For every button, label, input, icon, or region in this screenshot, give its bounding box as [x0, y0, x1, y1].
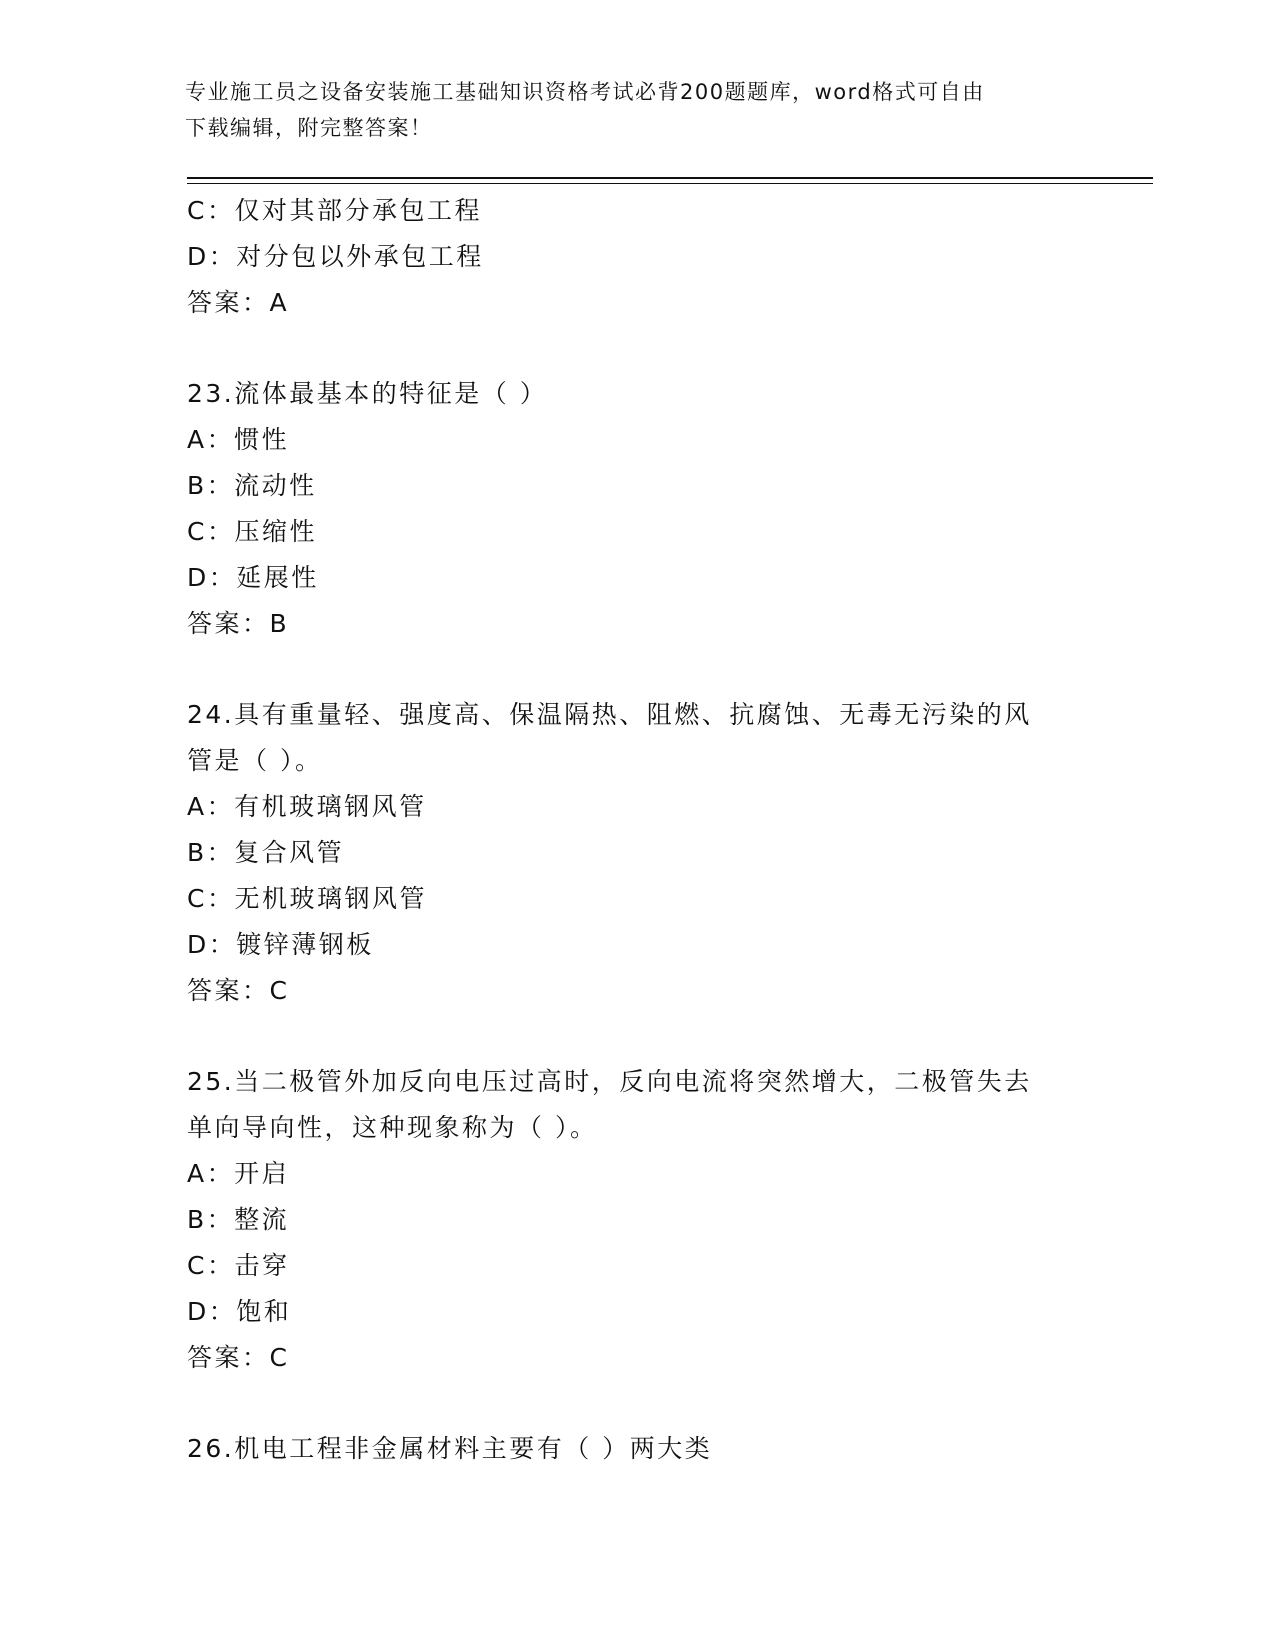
question-stem: 23.流体最基本的特征是（ ）	[187, 379, 548, 408]
question-list	[187, 188, 1087, 1472]
question-block-26	[187, 1426, 1087, 1472]
header-rule-thick	[187, 177, 1153, 179]
option-a: A：有机玻璃钢风管	[187, 792, 427, 821]
option-d: D：对分包以外承包工程	[187, 242, 484, 271]
option-b: B：整流	[187, 1205, 290, 1234]
question-block-24	[187, 692, 1087, 1014]
option-b: B：流动性	[187, 471, 317, 500]
header-line-2: 下载编辑，附完整答案！	[185, 116, 433, 140]
option-d: D：饱和	[187, 1297, 292, 1326]
question-stem: 26.机电工程非金属材料主要有（ ）两大类	[187, 1434, 713, 1463]
option-b: B：复合风管	[187, 838, 345, 867]
answer-line: 答案：A	[187, 288, 290, 317]
header-rule-thin	[187, 183, 1153, 184]
question-stem-line-2: 管是（ ）。	[187, 746, 323, 775]
answer-line: 答案：B	[187, 609, 290, 638]
question-stem-line-1: 25.当二极管外加反向电压过高时，反向电流将突然增大，二极管失去	[187, 1067, 1032, 1096]
question-stem-line-1: 24.具有重量轻、强度高、保温隔热、阻燃、抗腐蚀、无毒无污染的风	[187, 700, 1032, 729]
document-header	[185, 74, 1085, 146]
option-a: A：开启	[187, 1159, 290, 1188]
question-block-25	[187, 1059, 1087, 1381]
option-d: D：延展性	[187, 563, 319, 592]
option-c: C：压缩性	[187, 517, 317, 546]
header-line-1: 专业施工员之设备安装施工基础知识资格考试必背200题题库，word格式可自由	[185, 80, 985, 104]
option-c: C：无机玻璃钢风管	[187, 884, 427, 913]
question-block-23	[187, 371, 1087, 647]
question-stem-line-2: 单向导向性，这种现象称为（ ）。	[187, 1113, 598, 1142]
question-block-22	[187, 188, 1087, 326]
answer-line: 答案：C	[187, 1343, 290, 1372]
option-d: D：镀锌薄钢板	[187, 930, 374, 959]
option-a: A：惯性	[187, 425, 290, 454]
option-c: C：击穿	[187, 1251, 290, 1280]
answer-line: 答案：C	[187, 976, 290, 1005]
option-c: C：仅对其部分承包工程	[187, 196, 482, 225]
